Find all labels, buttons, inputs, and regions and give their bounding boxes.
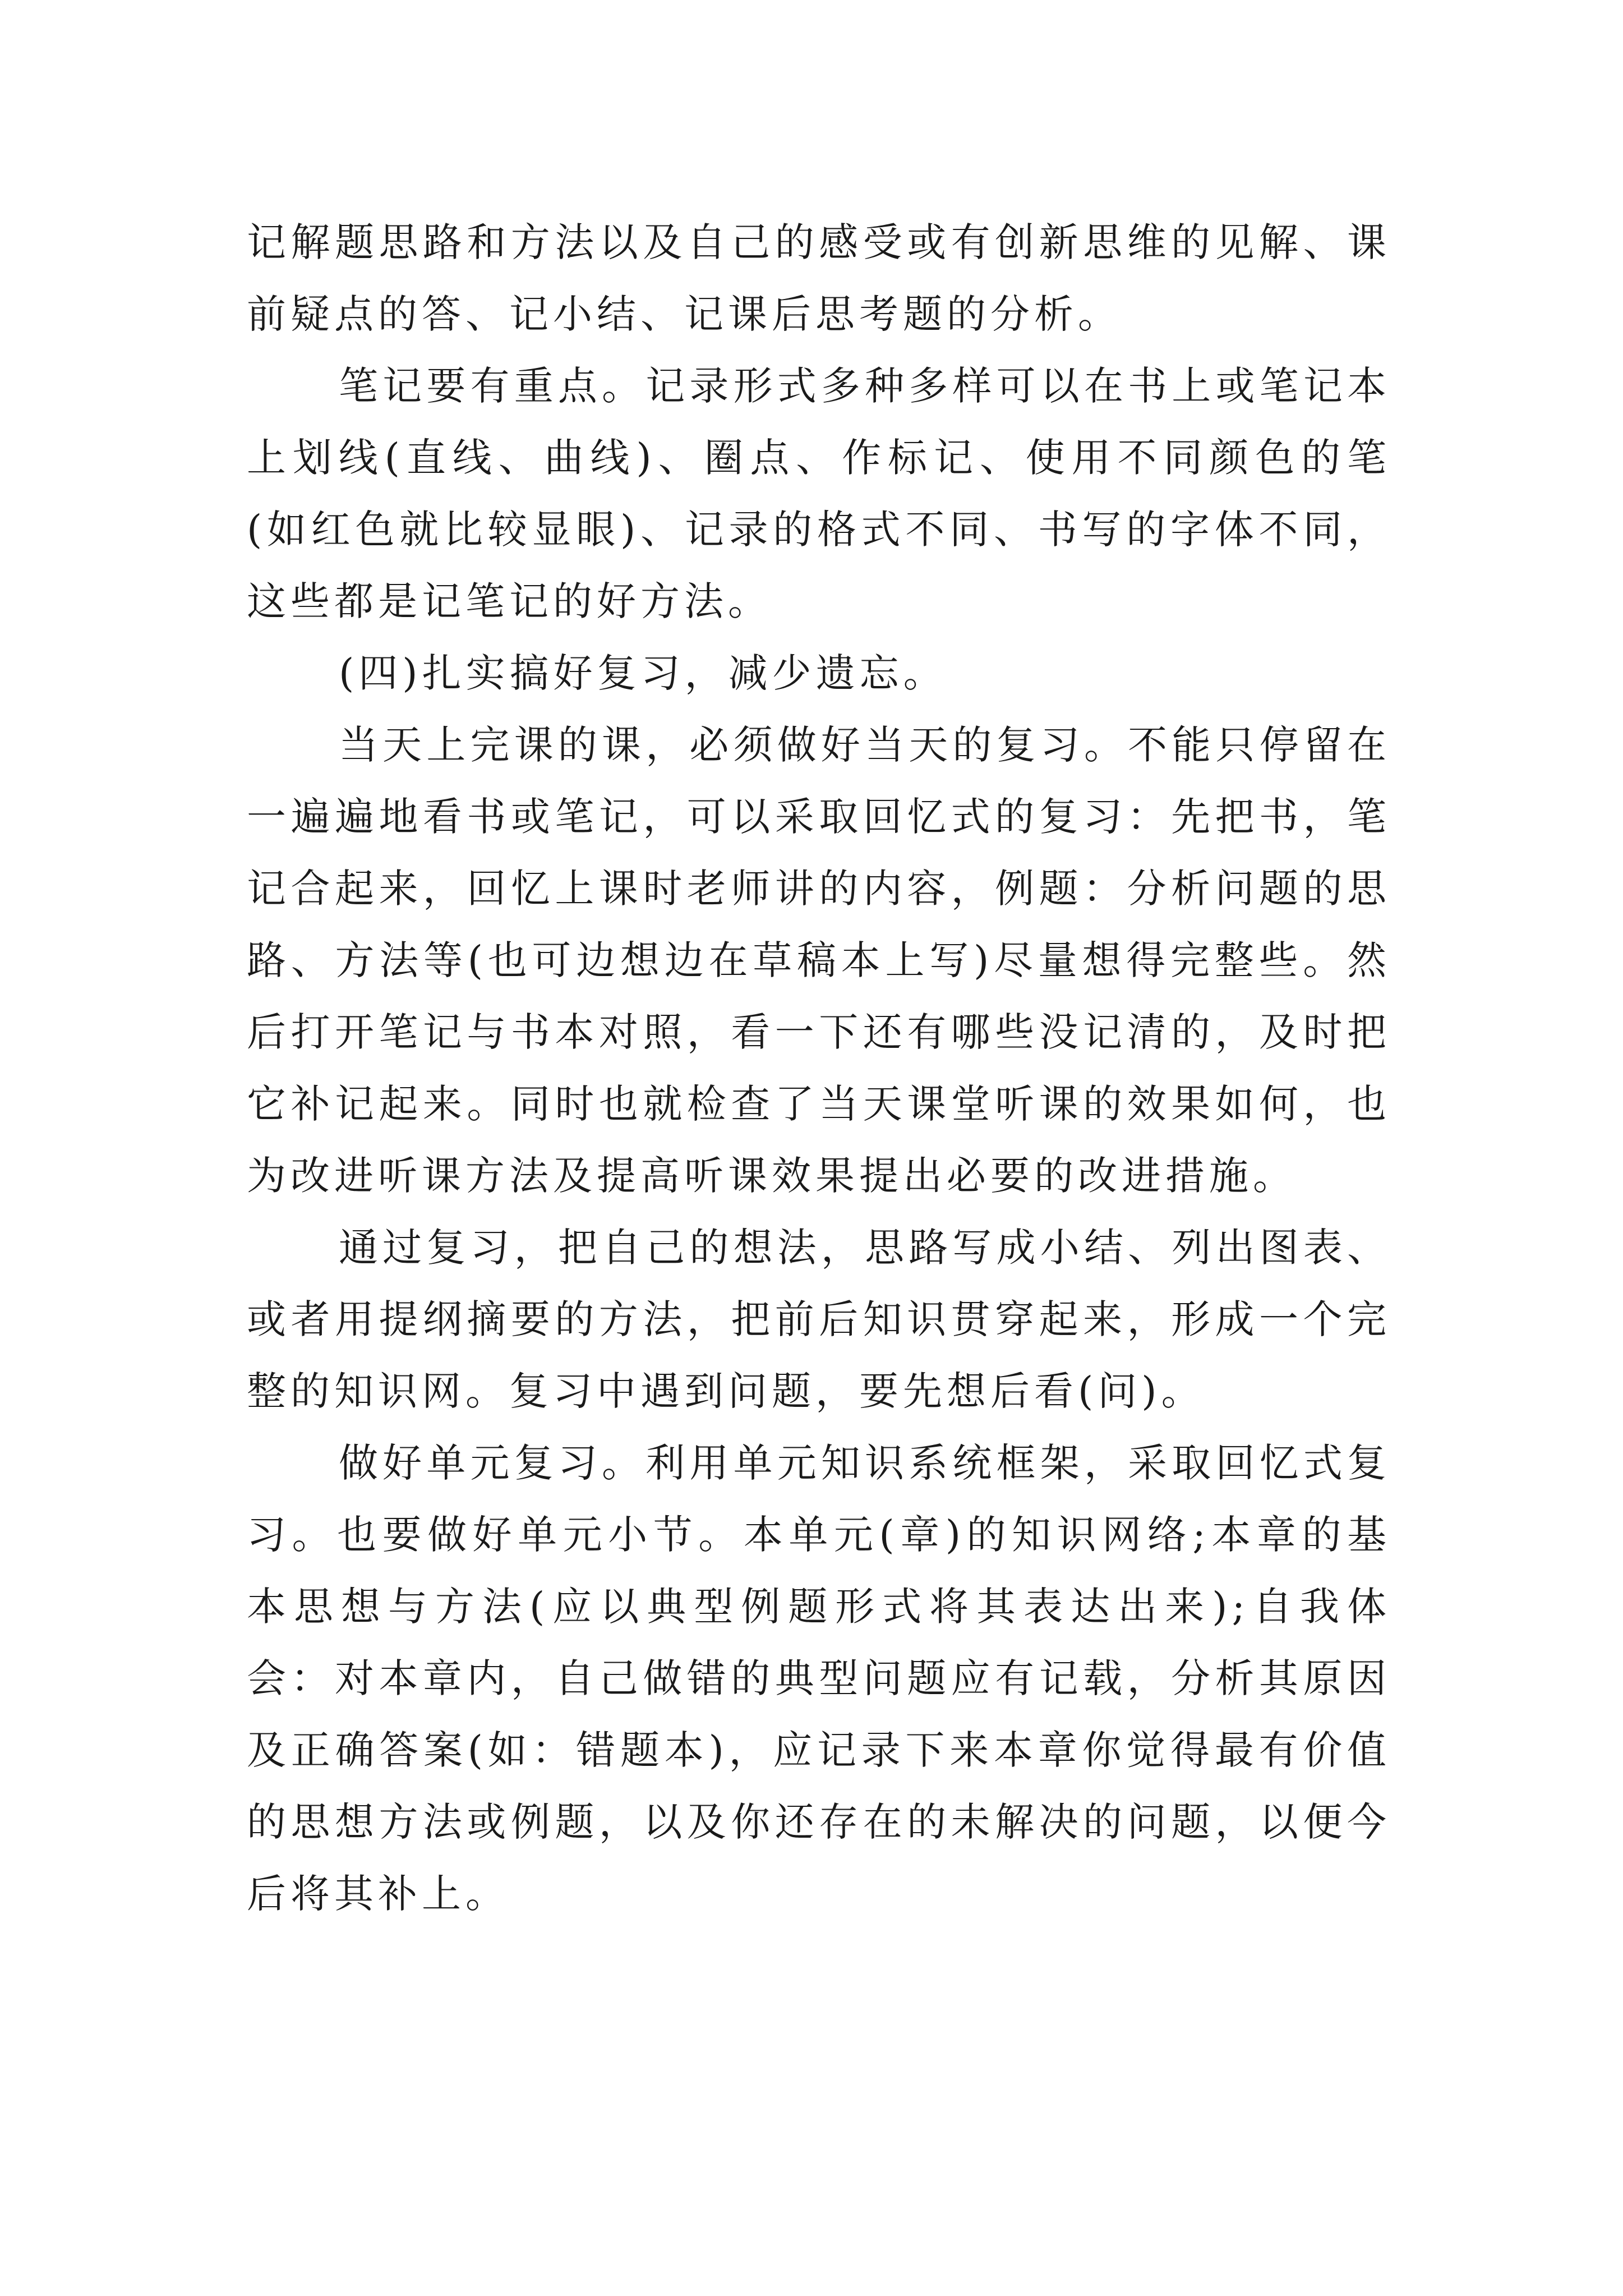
document-body [247,206,1391,1930]
paragraph-2: 笔记要有重点。记录形式多种多样可以在书上或笔记本上划线(直线、曲线)、圈点、作标记、使用不同颜色的笔(如红色就比较显眼)、记录的格式不同、书写的字体不同，这些都是记笔记的好方法。 [247,363,1391,624]
paragraph-5: 通过复习，把自己的想法，思路写成小结、列出图表、或者用提纲摘要的方法，把前后知识贯穿起来，形成一个完整的知识网。复习中遇到问题，要先想后看(问)。 [247,1225,1391,1414]
paragraph-6: 做好单元复习。利用单元知识系统框架，采取回忆式复习。也要做好单元小节。本单元(章)的知识网络;本章的基本思想与方法(应以典型例题形式将其表达出来);自我体会：对本章内，自己做错的典型问题应有记载，分析其原因及正确答案(如：错题本)，应记录下来本章你觉得最有价值的思想方法或例题，以及你还存在的未解决的问题，以便今后将其补上。 [247,1440,1391,1917]
paragraph-3-heading: (四)扎实搞好复习，减少遗忘。 [339,650,947,696]
paragraph-1: 记解题思路和方法以及自己的感受或有创新思维的见解、课前疑点的答、记小结、记课后思考题的分析。 [247,219,1391,337]
paragraph-4: 当天上完课的课，必须做好当天的复习。不能只停留在一遍遍地看书或笔记，可以采取回忆式的复习：先把书，笔记合起来，回忆上课时老师讲的内容，例题：分析问题的思路、方法等(也可边想边在草稿本上写)尽量想得完整些。然后打开笔记与书本对照，看一下还有哪些没记清的，及时把它补记起来。同时也就检查了当天课堂听课的效果如何，也为改进听课方法及提高听课效果提出必要的改进措施。 [247,722,1391,1199]
